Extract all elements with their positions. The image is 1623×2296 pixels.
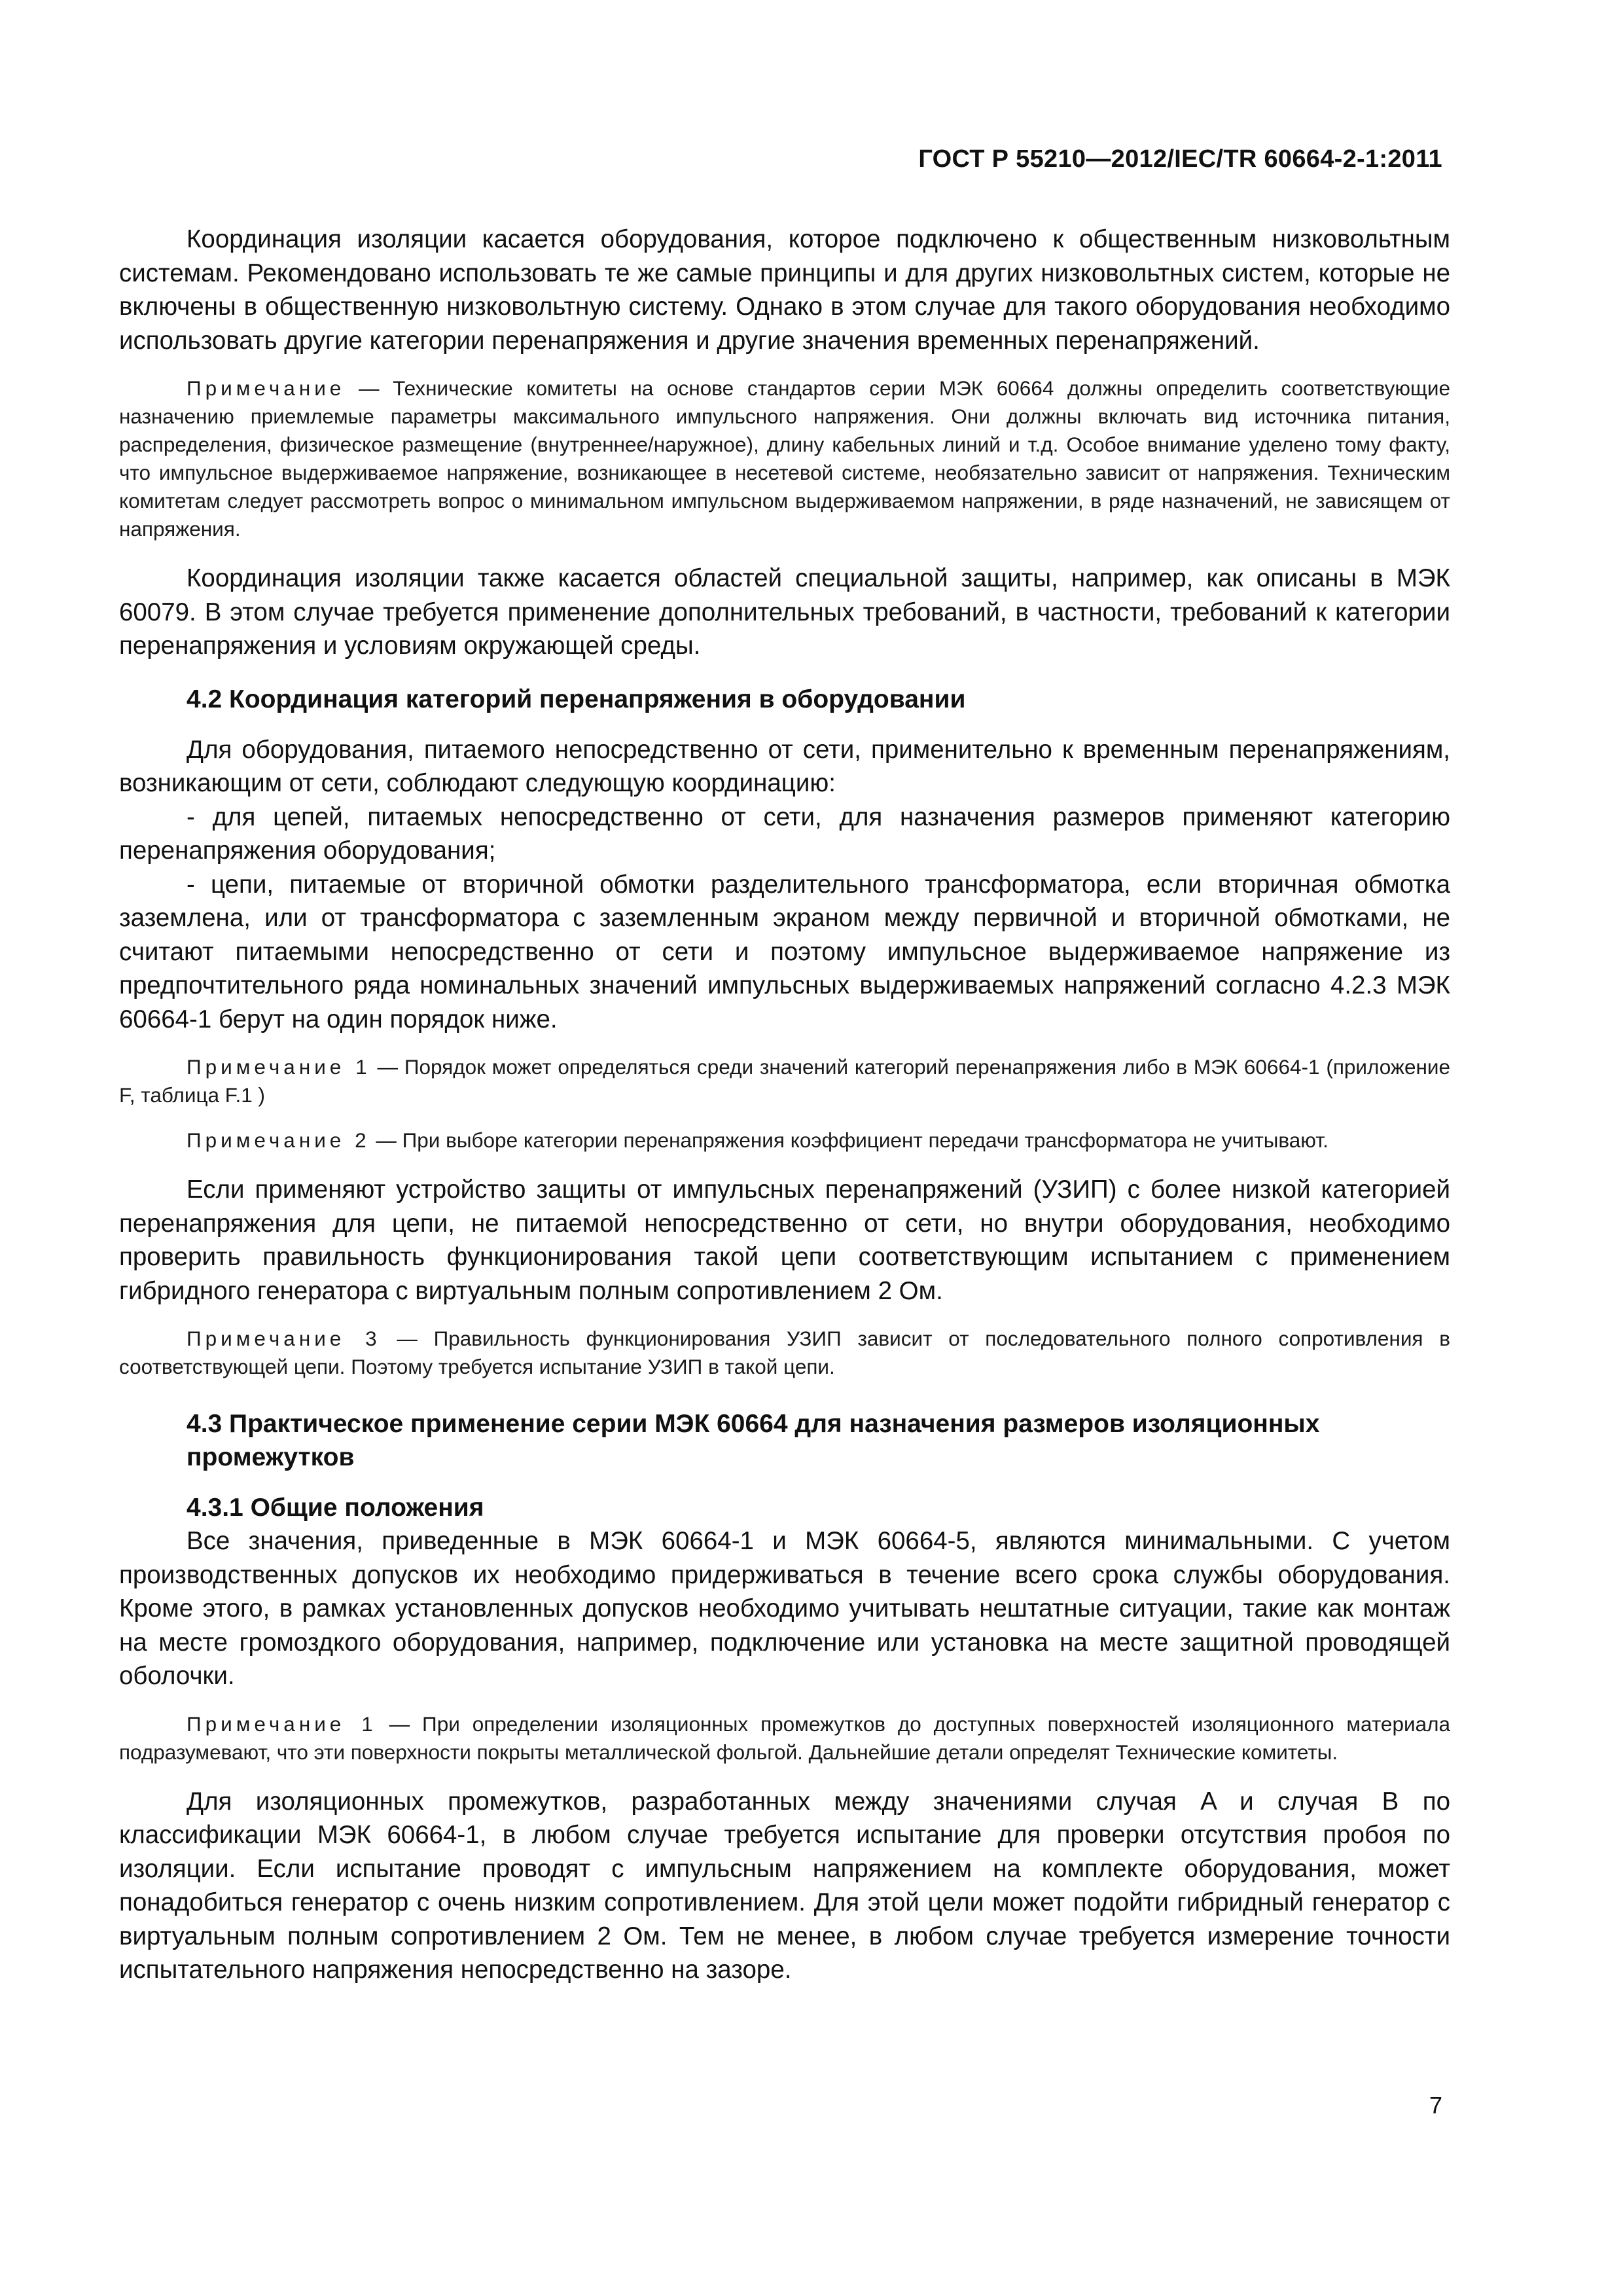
document-header-id: ГОСТ Р 55210—2012/IEC/TR 60664-2-1:2011 xyxy=(918,145,1442,173)
note-text: — При выборе категории перенапряжения коэффициент передачи трансформатора не учитывают. xyxy=(370,1128,1329,1152)
paragraph: Координация изоляции касается оборудования, которое подключено к общественным низковольтным системам. Рекомендовано использовать те же самые принципы и для других низковольтных систем, которые не включены в общественную низковольтную систему. Однако в этом случае для такого оборудования необходимо использовать другие категории перенапряжения и другие значения временных перенапряжений. xyxy=(119,225,1450,355)
paragraph: Для оборудования, питаемого непосредственно от сети, применительно к временным перенапряжениям, возникающим от сети, соблюдают следующую координацию: xyxy=(119,735,1450,797)
note-text: — Порядок может определяться среди значений категорий перенапряжения либо в МЭК 60664-1 (приложение F, таблица F.1 ) xyxy=(119,1055,1450,1107)
note-text: — Правильность функционирования УЗИП зависит от последовательного полного сопротивления в соответствующей цепи. Поэтому требуется испытание УЗИП в такой цепи. xyxy=(119,1327,1450,1378)
document-body xyxy=(119,223,1450,1987)
note xyxy=(119,1126,1450,1155)
paragraph: Координация изоляции также касается областей специальной защиты, например, как описаны в МЭК 60079. В этом случае требуется применение дополнительных требований, в частности, требований к категории перенапряжения и условиям окружающей среды. xyxy=(119,564,1450,660)
list-item: - цепи, питаемые от вторичной обмотки разделительного трансформатора, если вторичная обмотка заземлена, или от трансформатора с заземленным экраном между первичной и вторичной обмотками, не считают питаемыми непосредственно от сети и поэтому импульсное выдерживаемое напряжение из предпочтительного ряда номинальных значений импульсных выдерживаемых напряжений согласно 4.2.3 МЭК 60664-1 берут на один порядок ниже. xyxy=(119,870,1450,1033)
section-heading-4-3: 4.3 Практическое применение серии МЭК 60664 для назначения размеров изоляционных промежутков xyxy=(187,1410,1320,1471)
section-heading-4-2: 4.2 Координация категорий перенапряжения в оборудовании xyxy=(187,685,966,713)
paragraph: Все значения, приведенные в МЭК 60664-1 и МЭК 60664-5, являются минимальными. С учетом производственных допусков их необходимо придерживаться в течение всего срока службы оборудования. Кроме этого, в рамках установленных допусков необходимо учитывать нештатные ситуации, такие как монтаж на месте громоздкого оборудования, например, подключение или установка на месте защитной проводящей оболочки. xyxy=(119,1527,1450,1690)
paragraph: Если применяют устройство защиты от импульсных перенапряжений (УЗИП) с более низкой категорией перенапряжения для цепи, не питаемой непосредственно от сети, но внутри оборудования, необходимо проверить правильность функционирования такой цепи соответствующим испытанием с применением гибридного генератора с виртуальным полным сопротивлением 2 Ом. xyxy=(119,1175,1450,1305)
note-label: Примечание 1 xyxy=(187,1712,377,1736)
section-heading-4-3-1: 4.3.1 Общие положения xyxy=(187,1494,484,1522)
note-text: — При определении изоляционных промежутков до доступных поверхностей изоляционного материала подразумевают, что эти поверхности покрыты металлической фольгой. Дальнейшие детали определят Технические комитеты. xyxy=(119,1712,1450,1764)
note-label: Примечание xyxy=(187,376,346,400)
note-label: Примечание 3 xyxy=(187,1327,381,1350)
note xyxy=(119,1053,1450,1109)
note-label: Примечание 1 xyxy=(187,1055,371,1079)
note-text: — Технические комитеты на основе стандартов серии МЭК 60664 должны определить соответствующие назначению приемлемые параметры максимального импульсного напряжения. Они должны включать вид источника питания, распределения, физическое размещение (внутреннее/наружное), длину кабельных линий и т.д. Особое внимание уделено тому факту, что импульсное выдерживаемое напряжение, возникающее в несетевой системе, необязательно зависит от напряжения. Техническим комитетам следует рассмотреть вопрос о минимальном импульсном выдерживаемом напряжении, в ряде назначений, не зависящем от напряжения. xyxy=(119,376,1450,541)
note-label: Примечание 2 xyxy=(187,1128,370,1152)
page-number: 7 xyxy=(1429,2092,1442,2119)
paragraph: Для изоляционных промежутков, разработанных между значениями случая A и случая B по классификации МЭК 60664-1, в любом случае требуется испытание для проверки отсутствия пробоя по изоляции. Если испытание проводят с импульсным напряжением на комплекте оборудования, может понадобиться генератор с очень низким сопротивлением. Для этой цели может подойти гибридный генератор с виртуальным полным сопротивлением 2 Ом. Тем не менее, в любом случае требуется измерение точности испытательного напряжения непосредственно на зазоре. xyxy=(119,1787,1450,1984)
note xyxy=(119,1710,1450,1767)
note xyxy=(119,374,1450,543)
list-item: - для цепей, питаемых непосредственно от сети, для назначения размеров применяют категорию перенапряжения оборудования; xyxy=(119,802,1450,865)
note xyxy=(119,1325,1450,1381)
